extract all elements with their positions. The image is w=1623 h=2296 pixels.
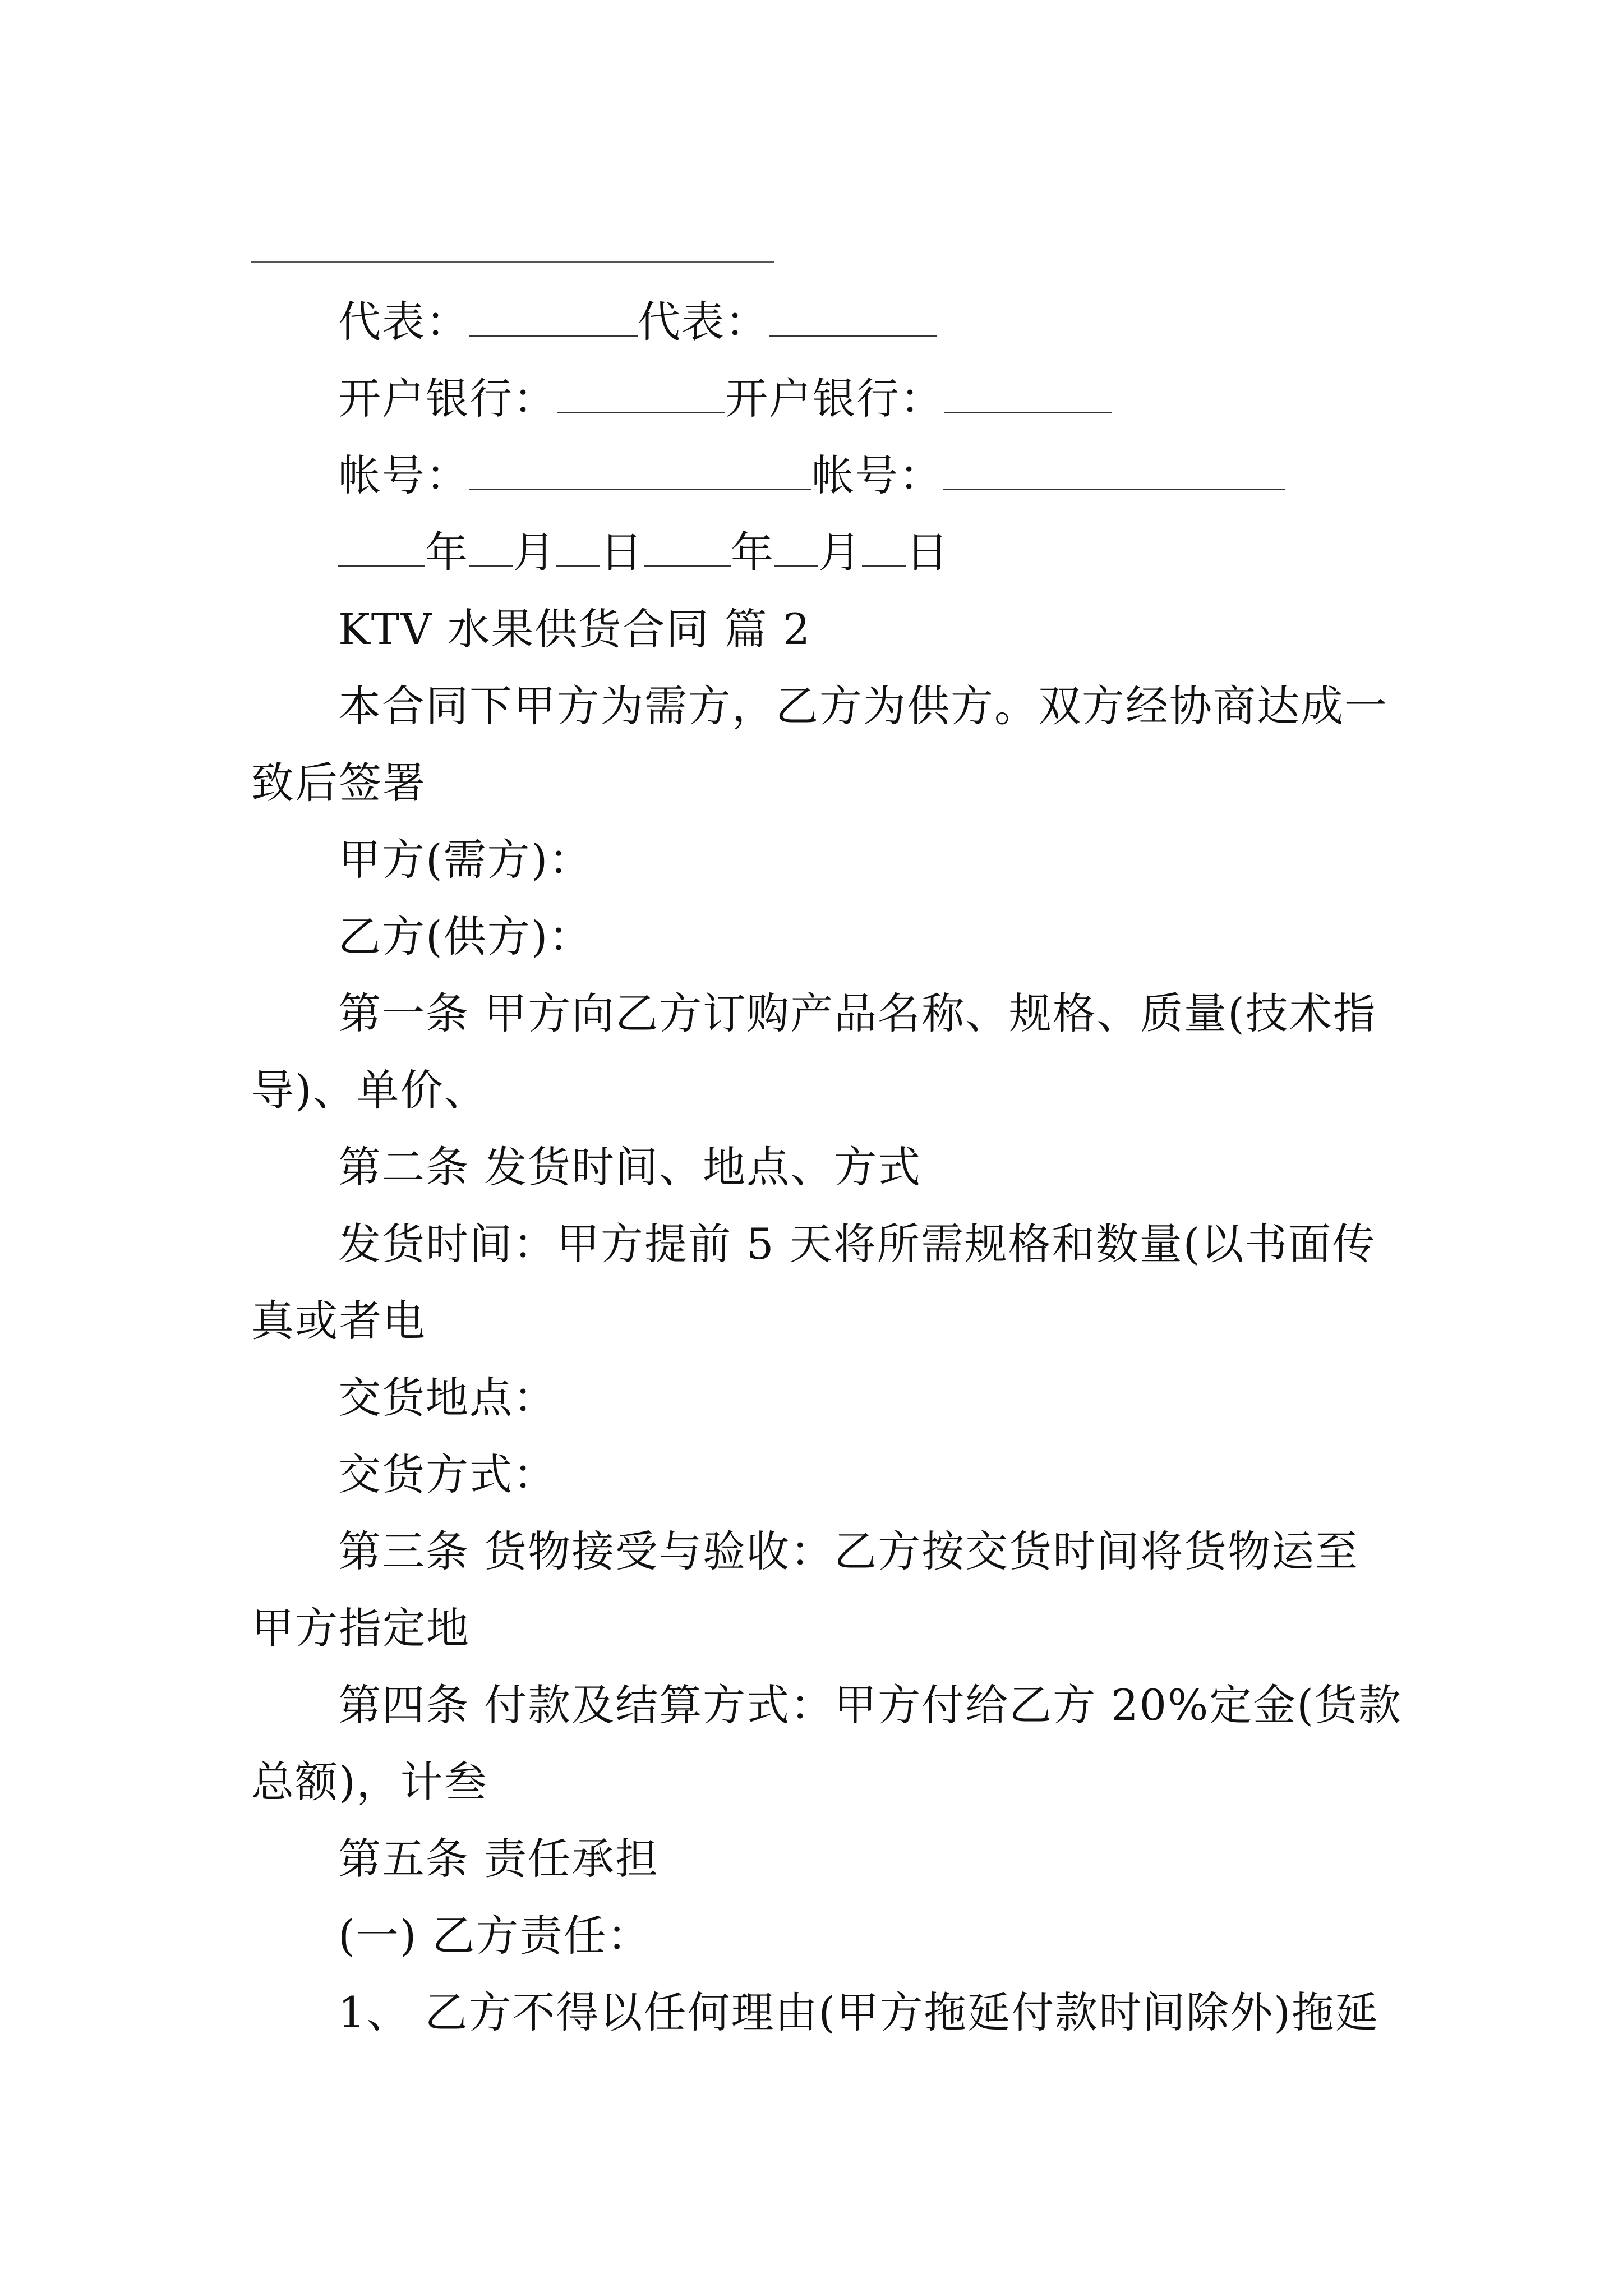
account-line [251, 437, 1390, 514]
month-blank-a [469, 532, 513, 567]
account-label-a: 帐号： [338, 450, 469, 500]
representative-blank-a [469, 301, 638, 337]
document-body [251, 283, 1402, 2051]
delivery-method-line: 交货方式： [338, 1450, 557, 1499]
article-3-line-2: 甲方指定地 [251, 1603, 470, 1653]
ship-time-line-2: 真或者电 [251, 1296, 426, 1346]
article-1-line-2: 导)、单价、 [251, 1065, 488, 1115]
intro-line-1: 本合同下甲方为需方，乙方为供方。双方经协商达成一 [338, 681, 1388, 731]
representative-label-a: 代表： [338, 297, 469, 347]
year-blank-b [644, 532, 731, 567]
bank-label-b: 开户银行： [725, 374, 944, 424]
date-line [251, 514, 1390, 591]
day-blank-b [862, 532, 906, 567]
article-2-line: 第二条 发货时间、地点、方式 [338, 1142, 922, 1192]
day-label-b: 日 [906, 527, 949, 577]
article-1-line-1: 第一条 甲方向乙方订购产品名称、规格、质量(技术指 [338, 988, 1377, 1038]
account-blank-b [943, 455, 1285, 490]
account-blank-a [469, 455, 811, 490]
representative-label-b: 代表： [638, 297, 769, 347]
intro-line-2: 致后签署 [251, 758, 426, 808]
day-blank-a [556, 532, 600, 567]
subsection-1-line: (一) 乙方责任： [338, 1911, 651, 1961]
article-3-line-1: 第三条 货物接受与验收：乙方按交货时间将货物运至 [338, 1526, 1359, 1576]
month-label-a: 月 [513, 527, 556, 577]
account-label-b: 帐号： [811, 450, 943, 500]
article-4-line-1: 第四条 付款及结算方式：甲方付给乙方 20%定金(货款 [338, 1680, 1402, 1730]
year-label-a: 年 [425, 527, 469, 577]
bank-blank-a [557, 378, 725, 413]
delivery-place-line: 交货地点： [338, 1373, 557, 1423]
party-a-line: 甲方(需方)： [338, 835, 593, 885]
section-title: KTV 水果供货合同 篇 2 [338, 604, 811, 654]
representative-line [251, 283, 1390, 360]
month-blank-b [774, 532, 818, 567]
top-rule-line [251, 261, 774, 263]
party-b-line: 乙方(供方)： [338, 912, 593, 961]
year-blank-a [338, 532, 425, 567]
ship-time-line-1: 发货时间：甲方提前 5 天将所需规格和数量(以书面传 [338, 1219, 1376, 1269]
article-4-line-2: 总额)，计叁 [251, 1757, 488, 1807]
item-1-line: 1、 乙方不得以任何理由(甲方拖延付款时间除外)拖延 [338, 1987, 1379, 2037]
bank-blank-b [944, 378, 1112, 413]
bank-label-a: 开户银行： [338, 374, 557, 424]
bank-line [251, 360, 1390, 437]
month-label-b: 月 [818, 527, 862, 577]
article-5-line: 第五条 责任承担 [338, 1834, 660, 1884]
day-label-a: 日 [600, 527, 644, 577]
year-label-b: 年 [731, 527, 774, 577]
representative-blank-b [769, 301, 937, 337]
